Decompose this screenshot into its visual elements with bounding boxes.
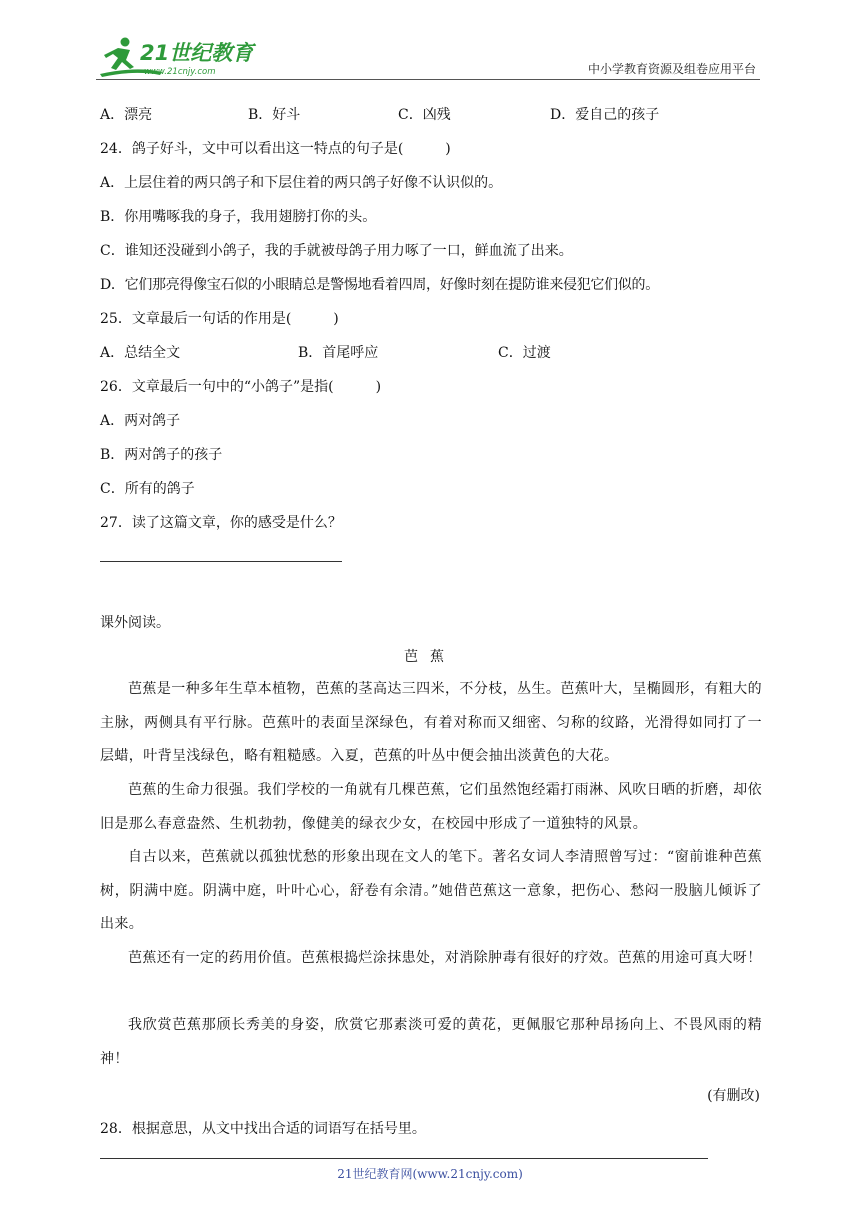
option: C．过渡 [498, 345, 551, 361]
section-label: 课外阅读。 [100, 615, 170, 631]
question-27: 27．读了这篇文章，你的感受是什么？ [100, 515, 342, 531]
option: C．谁知还没碰到小鸽子，我的手就被母鸽子用力啄了一口，鲜血流了出来。 [100, 243, 573, 259]
option: D．爱自己的孩子 [550, 107, 660, 123]
logo-text: 21世纪教育 [140, 41, 254, 65]
passage-paragraph: 芭蕉是一种多年生草本植物，芭蕉的茎高达三四米，不分枝，丛生。芭蕉叶大，呈椭圆形，有粗大的主脉，两侧具有平行脉。芭蕉叶的表面呈深绿色，有着对称而又细密、匀称的纹路，光滑得如同打了一层蜡，叶背呈浅绿色，略有粗糙感。入夏，芭蕉的叶丛中便会抽出淡黄色的大花。 [100, 681, 762, 764]
passage-paragraph: 我欣赏芭蕉那颀长秀美的身姿，欣赏它那素淡可爱的黄花，更佩服它那种昂扬向上、不畏风雨的精神！ [100, 1017, 762, 1067]
page-header [96, 30, 760, 82]
passage-paragraph: 自古以来，芭蕉就以孤独忧愁的形象出现在文人的笔下。著名女词人李清照曾写过：“窗前谁种芭蕉树，阴满中庭。阴满中庭，叶叶心心，舒卷有余清。”她借芭蕉这一意象，把伤心、愁闷一股脑儿倾诉了出来。 [100, 849, 762, 932]
option: B．你用嘴啄我的身子，我用翅膀打你的头。 [100, 209, 377, 225]
option: C．所有的鸽子 [100, 481, 195, 497]
answer-blank-line [100, 561, 342, 562]
question-25: 25．文章最后一句话的作用是( ) [100, 311, 339, 327]
option: D．它们那亮得像宝石似的小眼睛总是警惕地看着四周，好像时刻在提防谁来侵犯它们似的。 [100, 277, 659, 293]
option: C．凶残 [398, 107, 451, 123]
question-28: 28．根据意思，从文中找出合适的词语写在括号里。 [100, 1121, 426, 1137]
option: B．首尾呼应 [298, 345, 379, 361]
footer-text[interactable]: 21世纪教育网(www.21cnjy.com) [337, 1167, 523, 1181]
option: B．好斗 [248, 107, 301, 123]
option: A．总结全文 [100, 345, 181, 361]
option: A．漂亮 [100, 107, 153, 123]
question-24: 24．鸽子好斗，文中可以看出这一特点的句子是( ) [100, 141, 451, 157]
footer-divider [100, 1158, 708, 1159]
q25-options [100, 343, 760, 363]
header-divider [96, 79, 760, 80]
logo-url: www.21cnjy.com [144, 67, 216, 77]
passage-paragraph: 芭蕉的生命力很强。我们学校的一角就有几棵芭蕉，它们虽然饱经霜打雨淋、风吹日晒的折磨，却依旧是那么春意盎然、生机勃勃，像健美的绿衣少女，在校园中形成了一道独特的风景。 [100, 782, 762, 832]
question-26: 26．文章最后一句中的“小鸽子”是指( ) [100, 379, 382, 395]
source-note: (有删改) [707, 1088, 760, 1104]
passage-title: 芭蕉 [404, 649, 456, 665]
platform-name: 中小学教育资源及组卷应用平台 [587, 62, 756, 76]
q23-options [100, 105, 760, 125]
option: A．两对鸽子 [100, 413, 181, 429]
option: B．两对鸽子的孩子 [100, 447, 223, 463]
passage-paragraph: 芭蕉还有一定的药用价值。芭蕉根捣烂涂抹患处，对消除肿毒有很好的疗效。芭蕉的用途可真大呀！ [128, 950, 762, 966]
option: A．上层住着的两只鸽子和下层住着的两只鸽子好像不认识似的。 [100, 175, 503, 191]
logo [96, 34, 266, 80]
